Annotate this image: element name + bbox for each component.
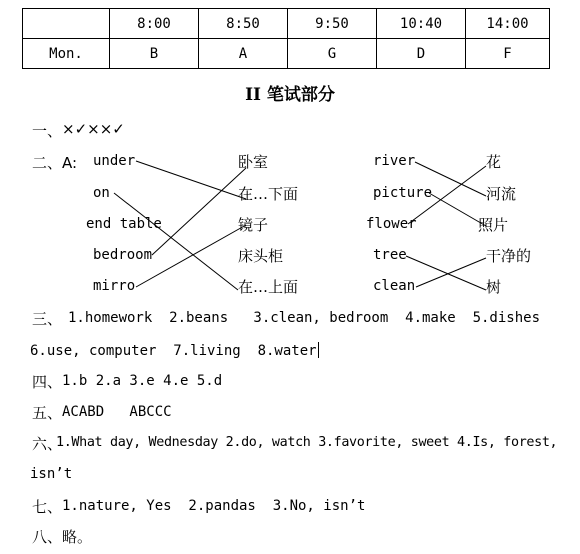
q7-label: 七、 <box>32 498 63 516</box>
q3-line2-wrap <box>30 342 319 359</box>
match-meaning: 床头柜 <box>238 247 284 265</box>
match-line <box>136 161 246 199</box>
match-meaning: 树 <box>486 278 502 296</box>
match-meaning: 花 <box>486 153 502 171</box>
q4-answer: 1.b 2.a 3.e 4.e 5.d <box>62 373 223 389</box>
match-line <box>152 168 246 255</box>
text-cursor <box>318 342 319 358</box>
answer-cell: B <box>110 39 199 69</box>
answer-cell: A <box>199 39 288 69</box>
match-word: mirro <box>93 278 136 294</box>
time-cell: 9:50 <box>288 9 377 39</box>
q8-label: 八、 <box>32 528 63 546</box>
match-word: end table <box>86 216 162 232</box>
match-line <box>136 225 246 287</box>
match-line <box>114 193 238 290</box>
time-cell: 10:40 <box>377 9 466 39</box>
answer-cell: D <box>377 39 466 69</box>
time-cell: 14:00 <box>466 9 550 39</box>
match-word: bedroom <box>93 247 153 263</box>
match-meaning: 干净的 <box>486 247 532 265</box>
q6-line2: isn’t <box>30 466 73 482</box>
q8-answer: 略。 <box>62 528 93 546</box>
match-meaning: 河流 <box>486 185 517 203</box>
match-line <box>415 162 486 196</box>
time-cell: 8:00 <box>110 9 199 39</box>
match-meaning: 镜子 <box>238 216 269 234</box>
match-word: flower <box>366 216 417 232</box>
match-word: on <box>93 185 110 201</box>
q1-answer: ×✓××✓ <box>62 120 125 138</box>
match-meaning: 照片 <box>478 216 509 234</box>
q1-label: 一、 <box>32 122 63 140</box>
q4-label: 四、 <box>32 373 63 391</box>
q3-line2: 6.use, computer 7.living 8.water <box>30 343 317 359</box>
q5-answer: ACABD ABCCC <box>62 404 172 420</box>
q3-label: 三、 <box>32 310 63 328</box>
match-meaning: 在…下面 <box>238 185 299 203</box>
match-line <box>406 256 486 290</box>
match-word: picture <box>373 185 433 201</box>
match-line <box>416 258 486 287</box>
q6-line1: 1.What day, Wednesday 2.do, watch 3.favorite, sweet 4.Is, forest, <box>56 435 558 450</box>
match-word: under <box>93 153 136 169</box>
section-title: II 笔试部分 <box>245 85 335 105</box>
match-word: river <box>373 153 416 169</box>
match-line <box>429 193 486 226</box>
match-meaning: 在…上面 <box>238 278 299 296</box>
q3-line1: 1.homework 2.beans 3.clean, bedroom 4.make 5.dishes <box>68 310 541 326</box>
q6-label: 六、 <box>32 435 63 453</box>
q2-label: 二、A: <box>32 154 78 172</box>
q7-answer: 1.nature, Yes 2.pandas 3.No, isn’t <box>62 498 366 514</box>
match-word: clean <box>373 278 416 294</box>
match-word: tree <box>373 247 407 263</box>
time-cell: 8:50 <box>199 9 288 39</box>
match-meaning: 卧室 <box>238 153 269 171</box>
match-line <box>408 166 486 224</box>
answer-cell: G <box>288 39 377 69</box>
q5-label: 五、 <box>32 404 63 422</box>
row-label: Mon. <box>23 39 110 69</box>
answer-cell: F <box>466 39 550 69</box>
